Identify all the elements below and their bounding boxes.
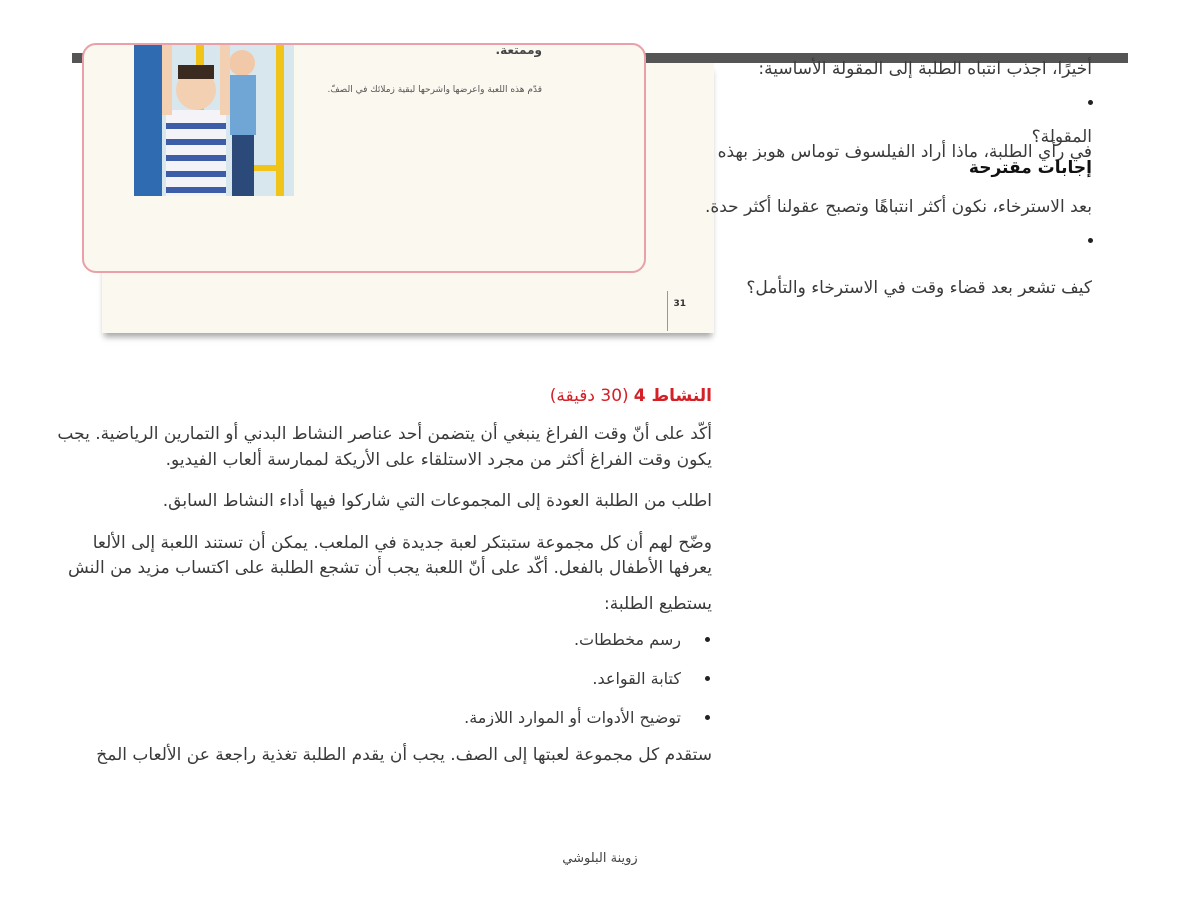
- suggested-answers-heading: إجابات مقترحة: [968, 158, 1092, 178]
- bullet-dot: [1088, 238, 1093, 243]
- activity-title: النشاط 4: [633, 386, 712, 406]
- activity-paragraph-3a: وضّح لهم أن كل مجموعة ستبتكر لعبة جديدة في الملعب. يمكن أن تستند اللعبة إلى الألعا: [92, 533, 712, 553]
- children-playground-image: [134, 45, 294, 196]
- list-item: توضيح الأدوات أو الموارد اللازمة.: [464, 708, 681, 727]
- list-item: رسم مخططات.: [573, 630, 681, 649]
- activity-paragraph-1b: يكون وقت الفراغ أكثر من مجرد الاستلقاء على الأريكة لممارسة ألعاب الفيديو.: [165, 450, 712, 470]
- card-instruction: قدّم هذه اللعبة واعرضها واشرحها لبقية زملائك في الصفّ.: [327, 85, 542, 95]
- page-number: 31: [673, 299, 686, 309]
- children-photo: [134, 45, 294, 196]
- embedded-book-page: [102, 43, 714, 333]
- activity-paragraph-2: اطلب من الطلبة العودة إلى المجموعات التي شاركوا فيها أداء النشاط السابق.: [162, 491, 712, 511]
- bullet-dot: [705, 715, 710, 720]
- activity-heading: [550, 386, 712, 406]
- quote-question-end: المقولة؟: [1031, 127, 1092, 147]
- page-number-rule: [667, 291, 668, 331]
- list-item: كتابة القواعد.: [592, 669, 681, 688]
- activity-paragraph-1a: أكّد على أنّ وقت الفراغ ينبغي أن يتضمن أحد عناصر النشاط البدني أو التمارين الرياضية. يجب: [57, 424, 712, 444]
- footer-author: زوينة البلوشي: [562, 851, 638, 866]
- activity-paragraph-5: ستقدم كل مجموعة لعبتها إلى الصف. يجب أن يقدم الطلبة تغذية راجعة عن الألعاب المخ: [96, 745, 712, 765]
- activity-paragraph-4: يستطيع الطلبة:: [603, 594, 712, 614]
- quote-question: في رأي الطلبة، ماذا أراد الفيلسوف توماس هوبز بهذه: [717, 142, 1092, 162]
- activity-card: [82, 43, 646, 273]
- key-quote-instruction: أخيرًا، اجذب انتباه الطلبة إلى المقولة الأساسية:: [758, 59, 1092, 79]
- activity-time: (30 دقيقة): [549, 386, 629, 406]
- bullet-dot: [705, 676, 710, 681]
- bullet-dot: [705, 637, 710, 642]
- suggested-answer: بعد الاسترخاء، نكون أكثر انتباهًا وتصبح عقولنا أكثر حدة.: [704, 197, 1092, 217]
- card-heading: وممتعة.: [495, 43, 542, 57]
- activity-paragraph-3b: يعرفها الأطفال بالفعل. أكّد على أنّ اللعبة يجب أن تشجع الطلبة على اكتساب مزيد من النش: [68, 558, 712, 578]
- reflection-question: كيف تشعر بعد قضاء وقت في الاسترخاء والتأمل؟: [746, 278, 1092, 298]
- bullet-dot: [1088, 100, 1093, 105]
